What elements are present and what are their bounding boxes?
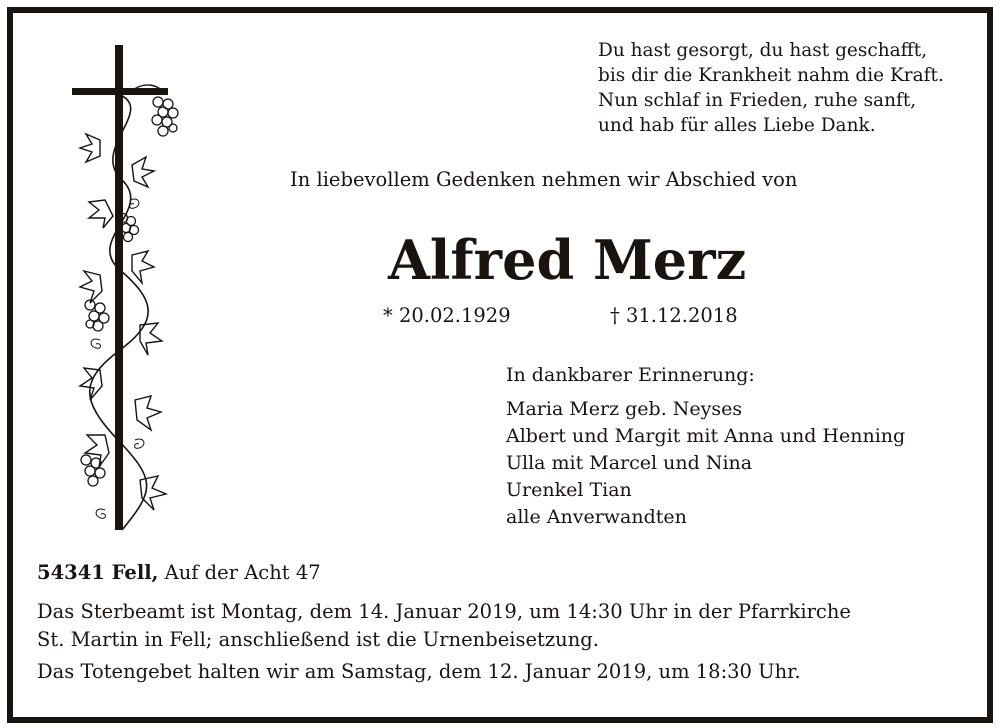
- death-date: † 31.12.2018: [610, 304, 738, 327]
- memory-heading: In dankbarer Erinnerung:: [506, 364, 755, 386]
- mourners-list: [506, 396, 905, 531]
- mourner-line: Maria Merz geb. Neyses: [506, 398, 743, 420]
- address-place: 54341 Fell,: [37, 561, 159, 584]
- poem-line: und hab für alles Liebe Dank.: [598, 115, 876, 136]
- service-line: St. Martin in Fell; anschließend ist die Urnenbeisetzung.: [37, 628, 599, 651]
- deceased-name: Alfred Merz: [388, 228, 747, 292]
- cross-with-vine-icon: [60, 40, 190, 540]
- poem-line: Du hast gesorgt, du hast geschafft,: [598, 40, 928, 61]
- address-street: Auf der Acht 47: [164, 561, 321, 584]
- service-line: Das Sterbeamt ist Montag, dem 14. Januar 2019, um 14:30 Uhr in der Pfarrkirche: [37, 600, 851, 623]
- mourner-line: Ulla mit Marcel und Nina: [506, 452, 753, 474]
- poem-line: bis dir die Krankheit nahm die Kraft.: [598, 65, 944, 86]
- mourner-line: Urenkel Tian: [506, 479, 632, 501]
- service-info: [37, 598, 851, 654]
- mourner-line: alle Anverwandten: [506, 506, 687, 528]
- poem-line: Nun schlaf in Frieden, ruhe sanft,: [598, 90, 917, 111]
- birth-date: * 20.02.1929: [383, 304, 511, 327]
- mourner-line: Albert und Margit mit Anna und Henning: [506, 425, 906, 447]
- prayer-info: Das Totengebet halten wir am Samstag, dem 12. Januar 2019, um 18:30 Uhr.: [37, 660, 801, 683]
- intro-text: In liebevollem Gedenken nehmen wir Abschied von: [290, 168, 798, 191]
- address: [37, 561, 321, 584]
- poem: [598, 38, 944, 138]
